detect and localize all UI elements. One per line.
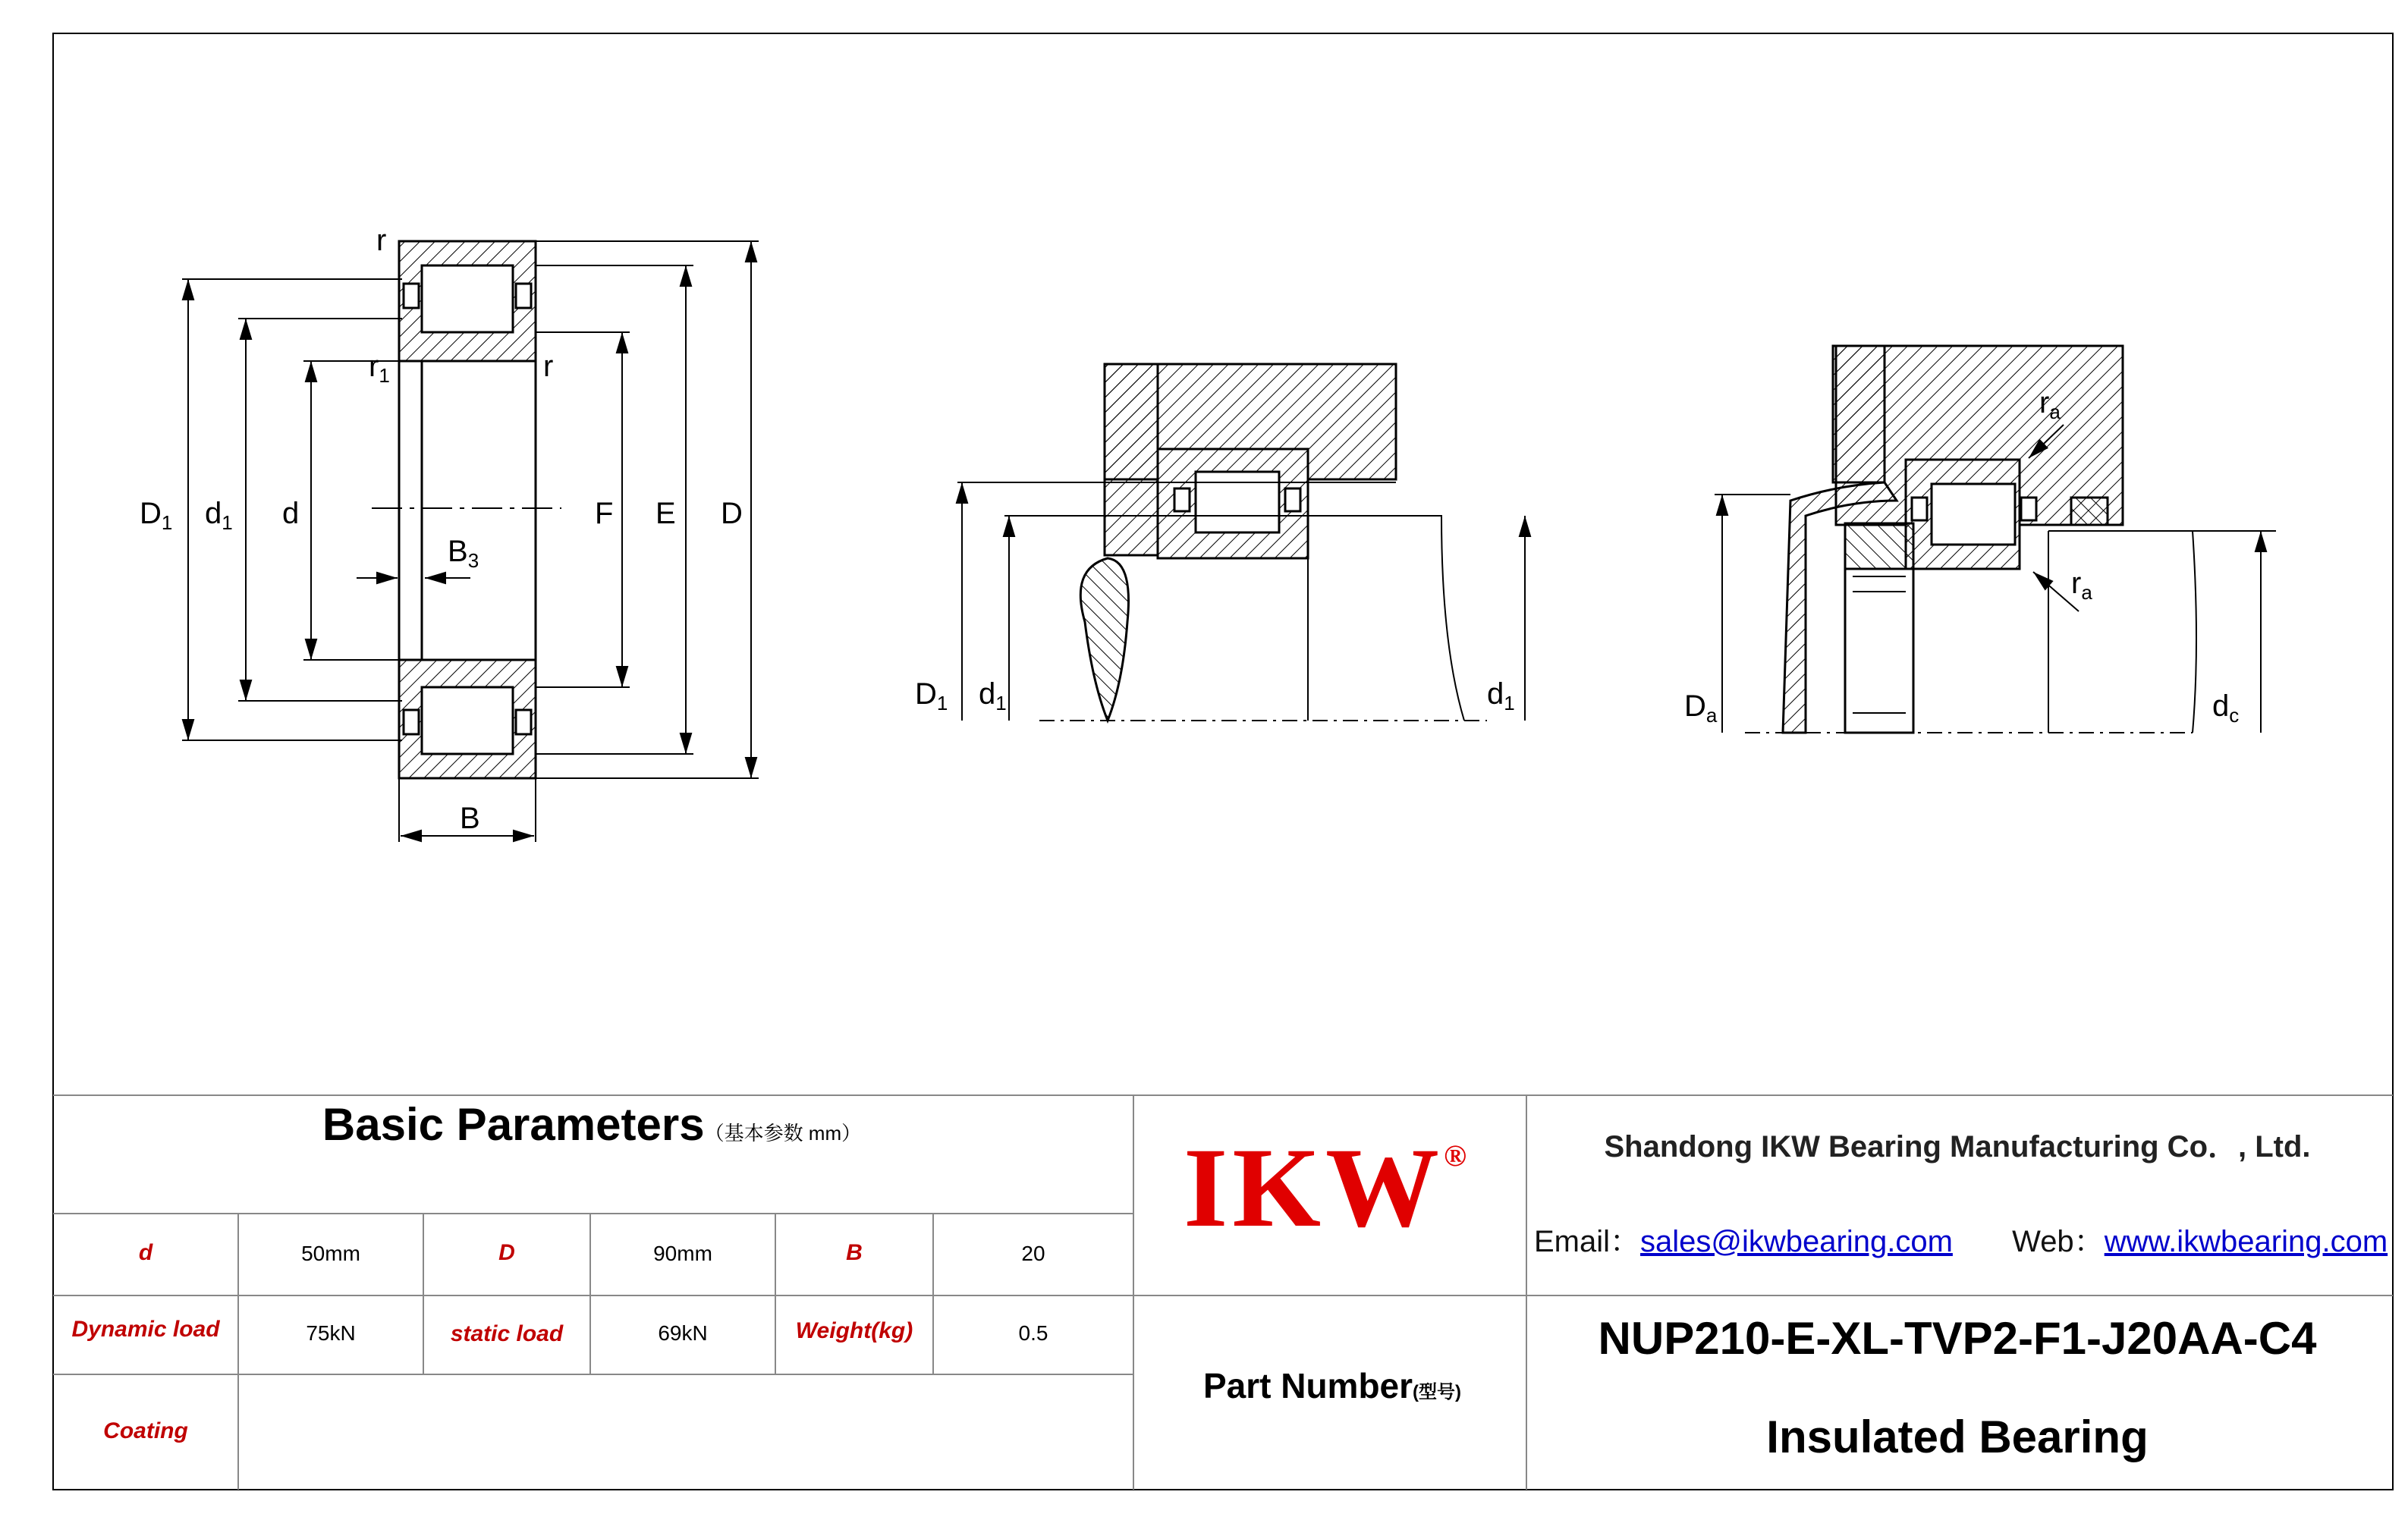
param-label-B: B	[846, 1240, 863, 1265]
param-value-static-load: 69kN	[658, 1321, 708, 1345]
email-label: Email：	[1534, 1225, 1641, 1258]
company-name: Shandong IKW Bearing Manufacturing Co．, Ltd.	[1604, 1130, 2311, 1164]
label-r-top: r	[376, 224, 387, 257]
param-value-dynamic-load: 75kN	[306, 1321, 356, 1345]
product-type: Insulated Bearing	[1766, 1412, 2149, 1462]
view2-label-d1-left: $d_1$	[979, 677, 1007, 714]
param-value-weight: 0.5	[1018, 1321, 1048, 1345]
param-label-coating: Coating	[103, 1418, 188, 1443]
param-label-static-load: static load	[450, 1321, 564, 1346]
view1-bearing-section	[182, 241, 759, 842]
view3-label-ra-top: $r_a$	[2039, 386, 2061, 423]
contact-line	[1534, 1217, 2388, 1261]
web-label: Web：	[2012, 1225, 2105, 1258]
label-B3: $B_3$	[448, 535, 479, 572]
ikw-logo: IKW®	[1184, 1125, 1471, 1251]
view3-label-dc: $d_c$	[2212, 689, 2240, 727]
param-value-d: 50mm	[301, 1242, 360, 1265]
view2-mounting-section	[957, 364, 1525, 721]
view2-label-D1: $D_1$	[915, 677, 948, 714]
email-link[interactable]: sales@ikwbearing.com	[1640, 1225, 1953, 1258]
label-D1: $D_1$	[140, 497, 173, 534]
param-label-weight: Weight(kg)	[795, 1318, 913, 1343]
part-number-label: Part Number(型号)	[1202, 1366, 1462, 1405]
view2-label-d1-right: $d_1$	[1487, 677, 1515, 714]
view3-label-Da: $D_a$	[1684, 689, 1718, 727]
basic-parameters-title: Basic Parameters（基本参数 mm）	[322, 1099, 862, 1150]
param-label-dynamic-load: Dynamic load	[71, 1317, 220, 1342]
label-d1: $d_1$	[205, 497, 233, 534]
param-label-d: d	[138, 1240, 153, 1265]
param-value-B: 20	[1021, 1242, 1045, 1265]
web-link[interactable]: www.ikwbearing.com	[2104, 1225, 2388, 1258]
label-d: d	[282, 497, 300, 530]
part-number-value: NUP210-E-XL-TVP2-F1-J20AA-C4	[1598, 1313, 2317, 1364]
label-F: F	[595, 497, 614, 530]
label-r1: $r_1$	[369, 350, 390, 387]
param-value-D: 90mm	[653, 1242, 712, 1265]
label-D: D	[721, 497, 743, 530]
label-E: E	[655, 497, 676, 530]
label-r-right: r	[543, 350, 554, 383]
param-label-D: D	[498, 1240, 515, 1265]
label-B: B	[460, 802, 480, 835]
view3-housing-section	[1715, 346, 2276, 733]
view3-label-ra-bottom: $r_a$	[2071, 567, 2092, 604]
